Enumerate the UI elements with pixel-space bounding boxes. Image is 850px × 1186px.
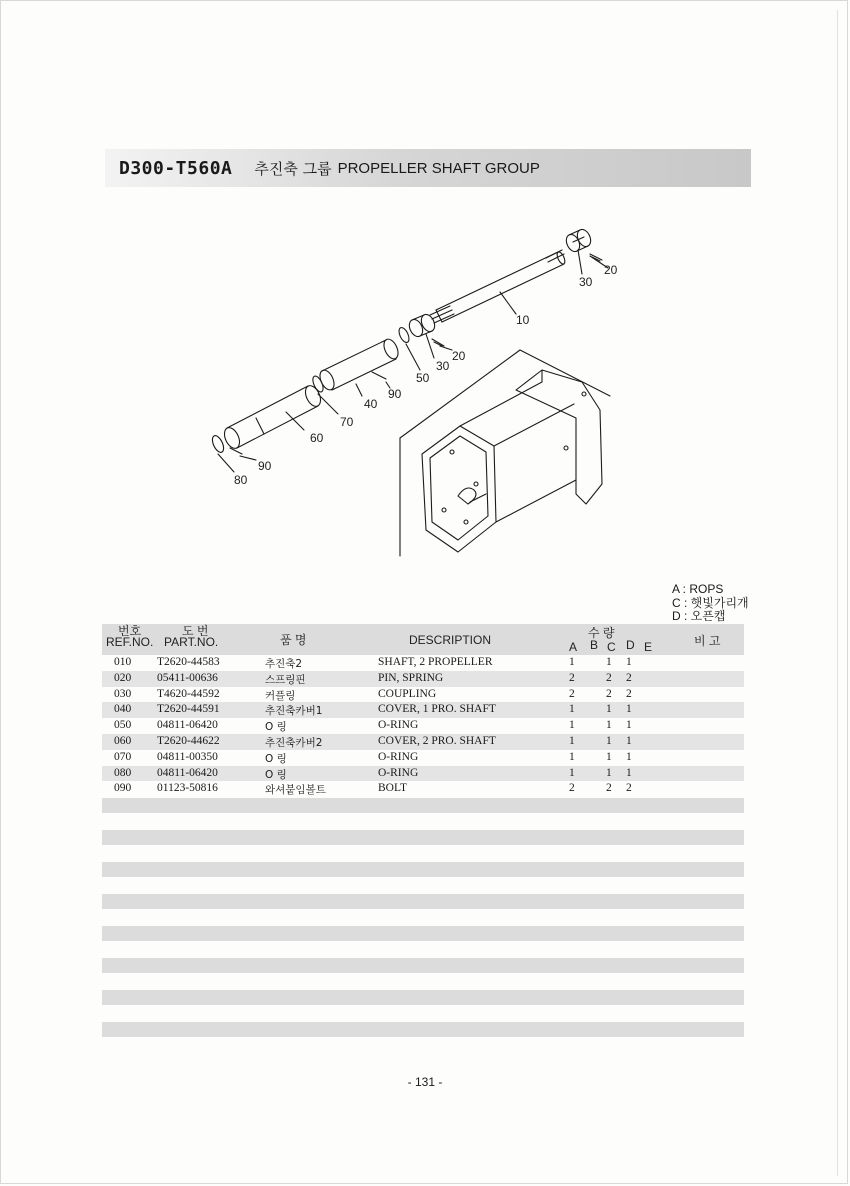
callout-50: 50 xyxy=(416,371,430,385)
row-ref: 030 xyxy=(114,687,132,700)
parts-table-body xyxy=(102,655,744,797)
legend-item-sunshade: C : 햇빛가리개 xyxy=(672,595,749,610)
legend-item-open-cab: D : 오픈캡 xyxy=(672,609,726,623)
row-qty-c: 2 xyxy=(606,687,612,700)
row-description: BOLT xyxy=(378,782,407,795)
row-ref: 060 xyxy=(114,734,132,747)
row-qty-d: 1 xyxy=(626,719,632,732)
row-ref: 080 xyxy=(114,766,132,779)
row-qty-c: 1 xyxy=(606,703,612,716)
table-row xyxy=(102,734,744,750)
bolt-lower-part xyxy=(230,448,242,454)
quantity-legend xyxy=(672,583,749,624)
header-qty-b: B xyxy=(590,638,599,652)
table-row xyxy=(102,655,744,671)
row-part-no: 04811-00350 xyxy=(157,750,218,763)
callout-80: 80 xyxy=(234,473,248,487)
table-row xyxy=(102,687,744,703)
row-qty-c: 1 xyxy=(606,656,612,668)
row-qty-c: 2 xyxy=(606,671,612,684)
row-qty-a: 2 xyxy=(569,782,575,795)
table-row xyxy=(102,781,744,797)
row-ref: 050 xyxy=(114,719,132,732)
table-row xyxy=(102,766,744,782)
row-description: O-RING xyxy=(378,766,419,779)
callout-30-middle: 30 xyxy=(436,359,450,373)
row-qty-d: 1 xyxy=(626,750,632,763)
row-qty-c: 1 xyxy=(606,766,612,779)
row-part-no: T4620-44592 xyxy=(157,687,220,700)
row-ref: 020 xyxy=(114,671,132,684)
group-title-en: PROPELLER SHAFT GROUP xyxy=(337,159,540,177)
header-name-kr: 품 명 xyxy=(280,633,307,647)
header-ref-kr: 번호 xyxy=(118,624,142,638)
table-row xyxy=(102,750,744,766)
empty-row-stripe xyxy=(102,990,744,1005)
callout-10: 10 xyxy=(516,313,530,327)
row-qty-d: 2 xyxy=(626,782,632,795)
table-row xyxy=(102,671,744,687)
header-part-kr: 도 번 xyxy=(182,624,209,638)
empty-row-stripe xyxy=(102,894,744,909)
row-qty-d: 1 xyxy=(626,766,632,779)
propeller-shaft-part xyxy=(430,250,566,323)
o-ring-50-part xyxy=(397,326,411,344)
empty-row-stripe xyxy=(102,798,744,813)
row-name-kr: O 링 xyxy=(265,752,287,765)
coupling-middle-part xyxy=(407,312,437,338)
header-remarks: 비 고 xyxy=(694,634,721,648)
table-row xyxy=(102,718,744,734)
row-description: COVER, 1 PRO. SHAFT xyxy=(378,703,496,716)
row-qty-d: 1 xyxy=(626,703,632,716)
callout-70: 70 xyxy=(340,415,354,429)
row-qty-a: 1 xyxy=(569,719,575,732)
row-qty-a: 2 xyxy=(569,687,575,700)
scan-artifact-line xyxy=(837,10,838,1176)
callout-90-middle: 90 xyxy=(388,387,402,401)
callout-30-top: 30 xyxy=(579,275,593,289)
shaft-cover-2-part xyxy=(221,383,323,450)
empty-row-stripe xyxy=(102,862,744,877)
row-qty-c: 1 xyxy=(606,734,612,747)
row-qty-a: 2 xyxy=(569,671,575,684)
table-row xyxy=(102,702,744,718)
row-qty-a: 1 xyxy=(569,750,575,763)
callout-90-lower: 90 xyxy=(258,459,272,473)
row-description: SHAFT, 2 PROPELLER xyxy=(378,656,493,668)
row-qty-a: 1 xyxy=(569,734,575,747)
row-name-kr: 추진축카버2 xyxy=(265,736,323,749)
row-part-no: T2620-44591 xyxy=(157,703,220,716)
header-description: DESCRIPTION xyxy=(409,633,492,647)
row-qty-a: 1 xyxy=(569,703,575,716)
row-description: O-RING xyxy=(378,719,419,732)
row-qty-a: 1 xyxy=(569,766,575,779)
callout-20-top: 20 xyxy=(604,263,618,277)
row-qty-d: 2 xyxy=(626,687,632,700)
row-part-no: 01123-50816 xyxy=(157,782,218,795)
empty-row-stripe xyxy=(102,926,744,941)
row-qty-c: 1 xyxy=(606,719,612,732)
row-name-kr: 추진축2 xyxy=(265,658,303,670)
group-title-kr: 추진축 그룹 xyxy=(254,159,332,178)
row-qty-c: 1 xyxy=(606,750,612,763)
row-name-kr: 추진축카버1 xyxy=(265,705,323,718)
row-description: COUPLING xyxy=(378,687,437,700)
transmission-housing-part xyxy=(422,370,602,552)
callout-40: 40 xyxy=(364,397,378,411)
header-qty-d: D xyxy=(626,638,635,652)
row-name-kr: 스프링핀 xyxy=(265,673,306,686)
header-qty-c: C xyxy=(607,640,616,654)
row-description: PIN, SPRING xyxy=(378,671,444,684)
row-part-no: 05411-00636 xyxy=(157,671,218,684)
header-qty-a: A xyxy=(569,640,578,654)
row-ref: 090 xyxy=(114,782,132,795)
header-qty-e: E xyxy=(644,640,653,654)
row-description: COVER, 2 PRO. SHAFT xyxy=(378,734,496,747)
empty-row-stripe xyxy=(102,1022,744,1037)
callout-60: 60 xyxy=(310,431,324,445)
coupling-top-part xyxy=(564,227,593,253)
row-part-no: T2620-44583 xyxy=(157,656,220,668)
exploded-parts-diagram xyxy=(190,222,630,572)
row-qty-a: 1 xyxy=(569,656,575,668)
row-qty-d: 1 xyxy=(626,656,632,668)
empty-row-stripe xyxy=(102,830,744,845)
row-qty-d: 1 xyxy=(626,734,632,747)
o-ring-80-part xyxy=(210,434,226,454)
row-part-no: 04811-06420 xyxy=(157,719,218,732)
title-bar xyxy=(105,149,751,187)
row-qty-c: 2 xyxy=(606,782,612,795)
row-ref: 070 xyxy=(114,750,132,763)
row-name-kr: O 링 xyxy=(265,768,287,781)
empty-row-stripe xyxy=(102,958,744,973)
row-name-kr: 와셔붙임볼트 xyxy=(265,784,326,797)
row-name-kr: 커플링 xyxy=(265,689,296,702)
row-description: O-RING xyxy=(378,750,419,763)
parts-table-header xyxy=(102,624,744,655)
row-qty-d: 2 xyxy=(626,671,632,684)
row-ref: 040 xyxy=(114,703,132,716)
legend-item-rops: A : ROPS xyxy=(672,582,724,596)
shaft-cover-1-part xyxy=(317,337,401,392)
page-number: - 131 - xyxy=(407,1075,443,1089)
model-code: D300-T560A xyxy=(119,157,233,179)
row-part-no: T2620-44622 xyxy=(157,734,220,747)
row-name-kr: O 링 xyxy=(265,721,287,734)
callout-20-middle: 20 xyxy=(452,349,466,363)
header-part-en: PART.NO. xyxy=(164,635,219,649)
row-part-no: 04811-06420 xyxy=(157,766,218,779)
header-qty-kr: 수 량 xyxy=(588,626,615,640)
row-ref: 010 xyxy=(114,656,132,668)
header-ref-en: REF.NO. xyxy=(106,635,154,649)
bolt-middle-part xyxy=(372,372,386,379)
